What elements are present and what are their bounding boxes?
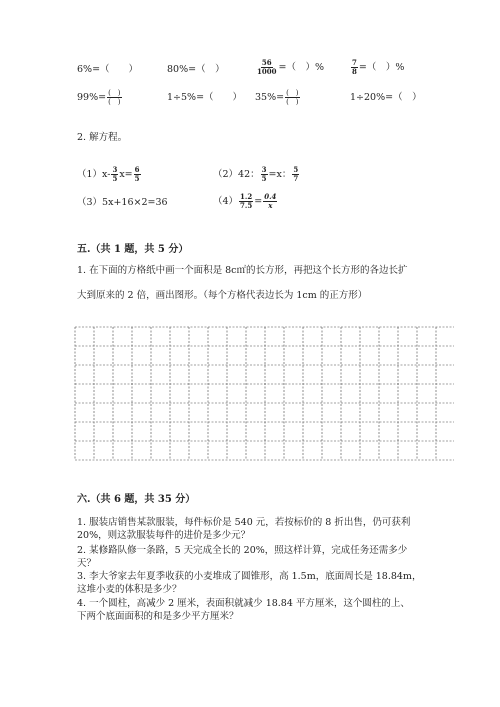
item-35-percent: 35%= $\frac{( )}{( )}$ xyxy=(255,89,299,106)
fraction: $\frac{56}{1000}$ xyxy=(257,58,277,76)
item-1-div-20-percent: 1÷20%=（ ） xyxy=(350,92,422,103)
item-56-over-1000: $\frac{56}{1000}$ =（ ）% xyxy=(257,58,324,76)
fraction: $\frac{1.2}{7.5}$ xyxy=(240,192,253,210)
q2-title: 2. 解方程。 xyxy=(77,132,128,143)
section-5-line-1: 1. 在下面的方格纸中画一个面积是 8c㎡的长方形，再把这个长方形的各边长扩 xyxy=(77,265,408,276)
item-6-percent: 6%=（ ） xyxy=(77,64,139,75)
equation-1: （1）x- $\frac{3}{5}$ x= $\frac{6}{5}$ xyxy=(77,165,140,183)
square-grid xyxy=(74,326,454,466)
section-6-line-4: 天？ xyxy=(77,558,97,569)
fraction: $\frac{7}{8}$ xyxy=(352,58,357,76)
equation-3: （3）5x+16×2=36 xyxy=(77,197,168,208)
fraction: $\frac{0.4}{x}$ xyxy=(264,192,277,210)
section-6-line-1: 1. 服装店销售某款服装，每件标价是 540 元，若按标价的 8 折出售，仍可获利 xyxy=(77,517,411,528)
fraction: $\frac{( )}{( )}$ xyxy=(108,89,121,106)
section-6-line-8: 下两个底面面积的和是多少平方厘米？ xyxy=(77,611,239,622)
section-6-line-2: 20%，则这款服装每件的进价是多少元？ xyxy=(77,530,251,541)
item-7-over-8: $\frac{7}{8}$ =（ ）% xyxy=(352,58,405,76)
section-6-heading: 六.（共 6 题，共 35 分） xyxy=(77,494,196,505)
section-6-line-3: 2. 某修路队修一条路，5 天完成全长的 20%，照这样计算，完成任务还需多少 xyxy=(77,545,408,556)
item-80-percent: 80%=（ ） xyxy=(167,64,225,75)
fraction: $\frac{3}{5}$ xyxy=(112,165,118,183)
fraction: $\frac{( )}{( )}$ xyxy=(286,89,299,106)
equation-4: （4） $\frac{1.2}{7.5}$ = $\frac{0.4}{x}$ xyxy=(213,192,277,210)
fraction: $\frac{3}{5}$ xyxy=(261,165,267,183)
section-5-line-2: 大到原来的 2 倍，画出图形。（每个方格代表边长为 1cm 的正方形） xyxy=(77,290,368,301)
section-6-line-7: 4. 一个圆柱，高减少 2 厘米，表面积就减少 18.84 平方厘米，这个圆柱的上、 xyxy=(77,598,410,609)
section-5-heading: 五.（共 1 题，共 5 分） xyxy=(77,244,189,255)
fraction: $\frac{6}{5}$ xyxy=(134,165,140,183)
fraction: $\frac{5}{7}$ xyxy=(293,165,299,183)
section-6-line-5: 3. 李大爷家去年夏季收获的小麦堆成了圆锥形，高 1.5m，底面周长是 18.84m， xyxy=(77,571,422,582)
item-99-percent: 99%= $\frac{( )}{( )}$ xyxy=(77,89,121,106)
item-1-div-5-percent: 1÷5%=（ ） xyxy=(167,92,243,103)
section-6-line-6: 这堆小麦的体积是多少？ xyxy=(77,584,182,595)
equation-2: （2）42： $\frac{3}{5}$ =x： $\frac{5}{7}$ xyxy=(213,165,299,183)
